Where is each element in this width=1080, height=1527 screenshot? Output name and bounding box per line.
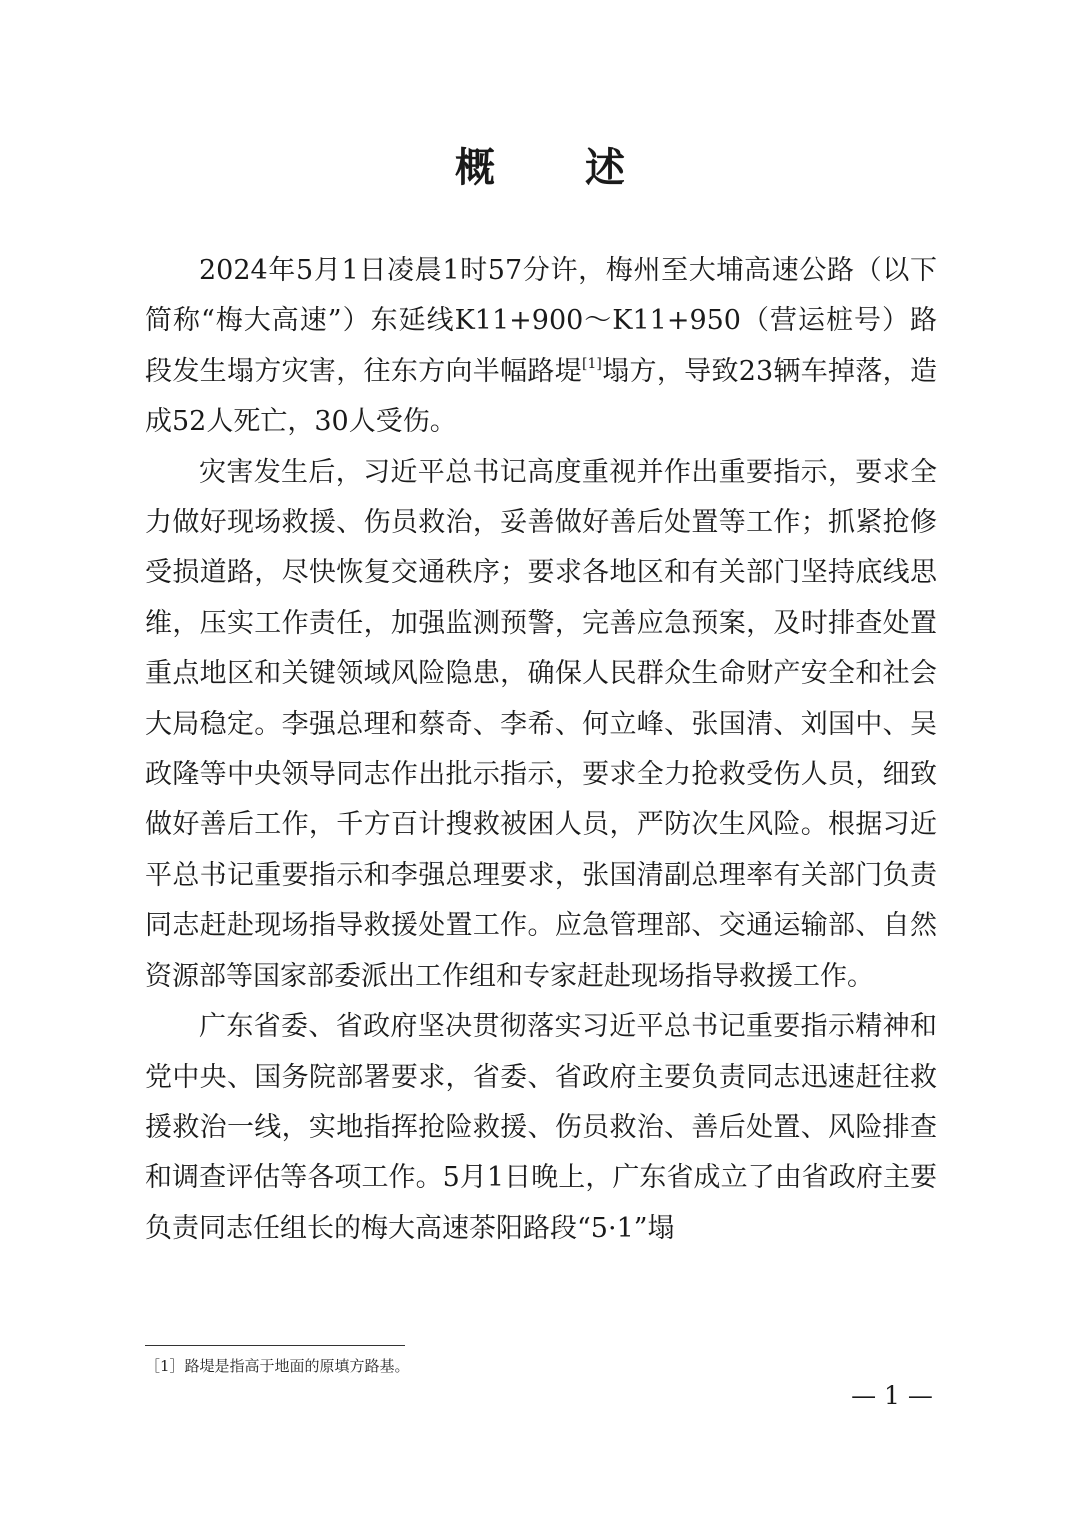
- paragraph-1-continuation: 塌方，导致23辆车掉落，造成52人死亡，30人受伤。: [145, 355, 938, 438]
- footnote-reference[interactable]: [1]: [582, 355, 602, 372]
- paragraph-1: [145, 246, 937, 448]
- document-body: [145, 246, 937, 1254]
- paragraph-3: 广东省委、省政府坚决贯彻落实习近平总书记重要指示精神和党中央、国务院部署要求，省委、省政府主要负责同志迅速赶往救援救治一线，实地指挥抢险救援、伤员救治、善后处置、风险排查和调查评估等各项工作。5月1日晚上，广东省成立了由省政府主要负责同志任组长的梅大高速茶阳路段“5·1”塌: [145, 1011, 937, 1244]
- document-title: 概 述: [455, 144, 663, 191]
- footnote-divider: [145, 1345, 405, 1346]
- paragraph-1-text: 2024年5月1日凌晨1时57分许，梅州至大埔高速公路（以下简称“梅大高速”）东延线K11+900～K11+950（营运桩号）路段发生塌方灾害，往东方向半幅路堤: [145, 255, 937, 387]
- paragraph-2: 灾害发生后，习近平总书记高度重视并作出重要指示，要求全力做好现场救援、伤员救治，妥善做好善后处置等工作；抓紧抢修受损道路，尽快恢复交通秩序；要求各地区和有关部门坚持底线思维，压实工作责任，加强监测预警，完善应急预案，及时排查处置重点地区和关键领域风险隐患，确保人民群众生命财产安全和社会大局稳定。李强总理和蔡奇、李希、何立峰、张国清、刘国中、吴政隆等中央领导同志作出批示指示，要求全力抢救受伤人员，细致做好善后工作，千方百计搜救被困人员，严防次生风险。根据习近平总书记重要指示和李强总理要求，张国清副总理率有关部门负责同志赶赴现场指导救援处置工作。应急管理部、交通运输部、自然资源部等国家部委派出工作组和专家赶赴现场指导救援工作。: [145, 456, 937, 992]
- footnote: ［1］路堤是指高于地面的原填方路基。: [145, 1357, 410, 1375]
- page-number: — 1 —: [851, 1381, 933, 1410]
